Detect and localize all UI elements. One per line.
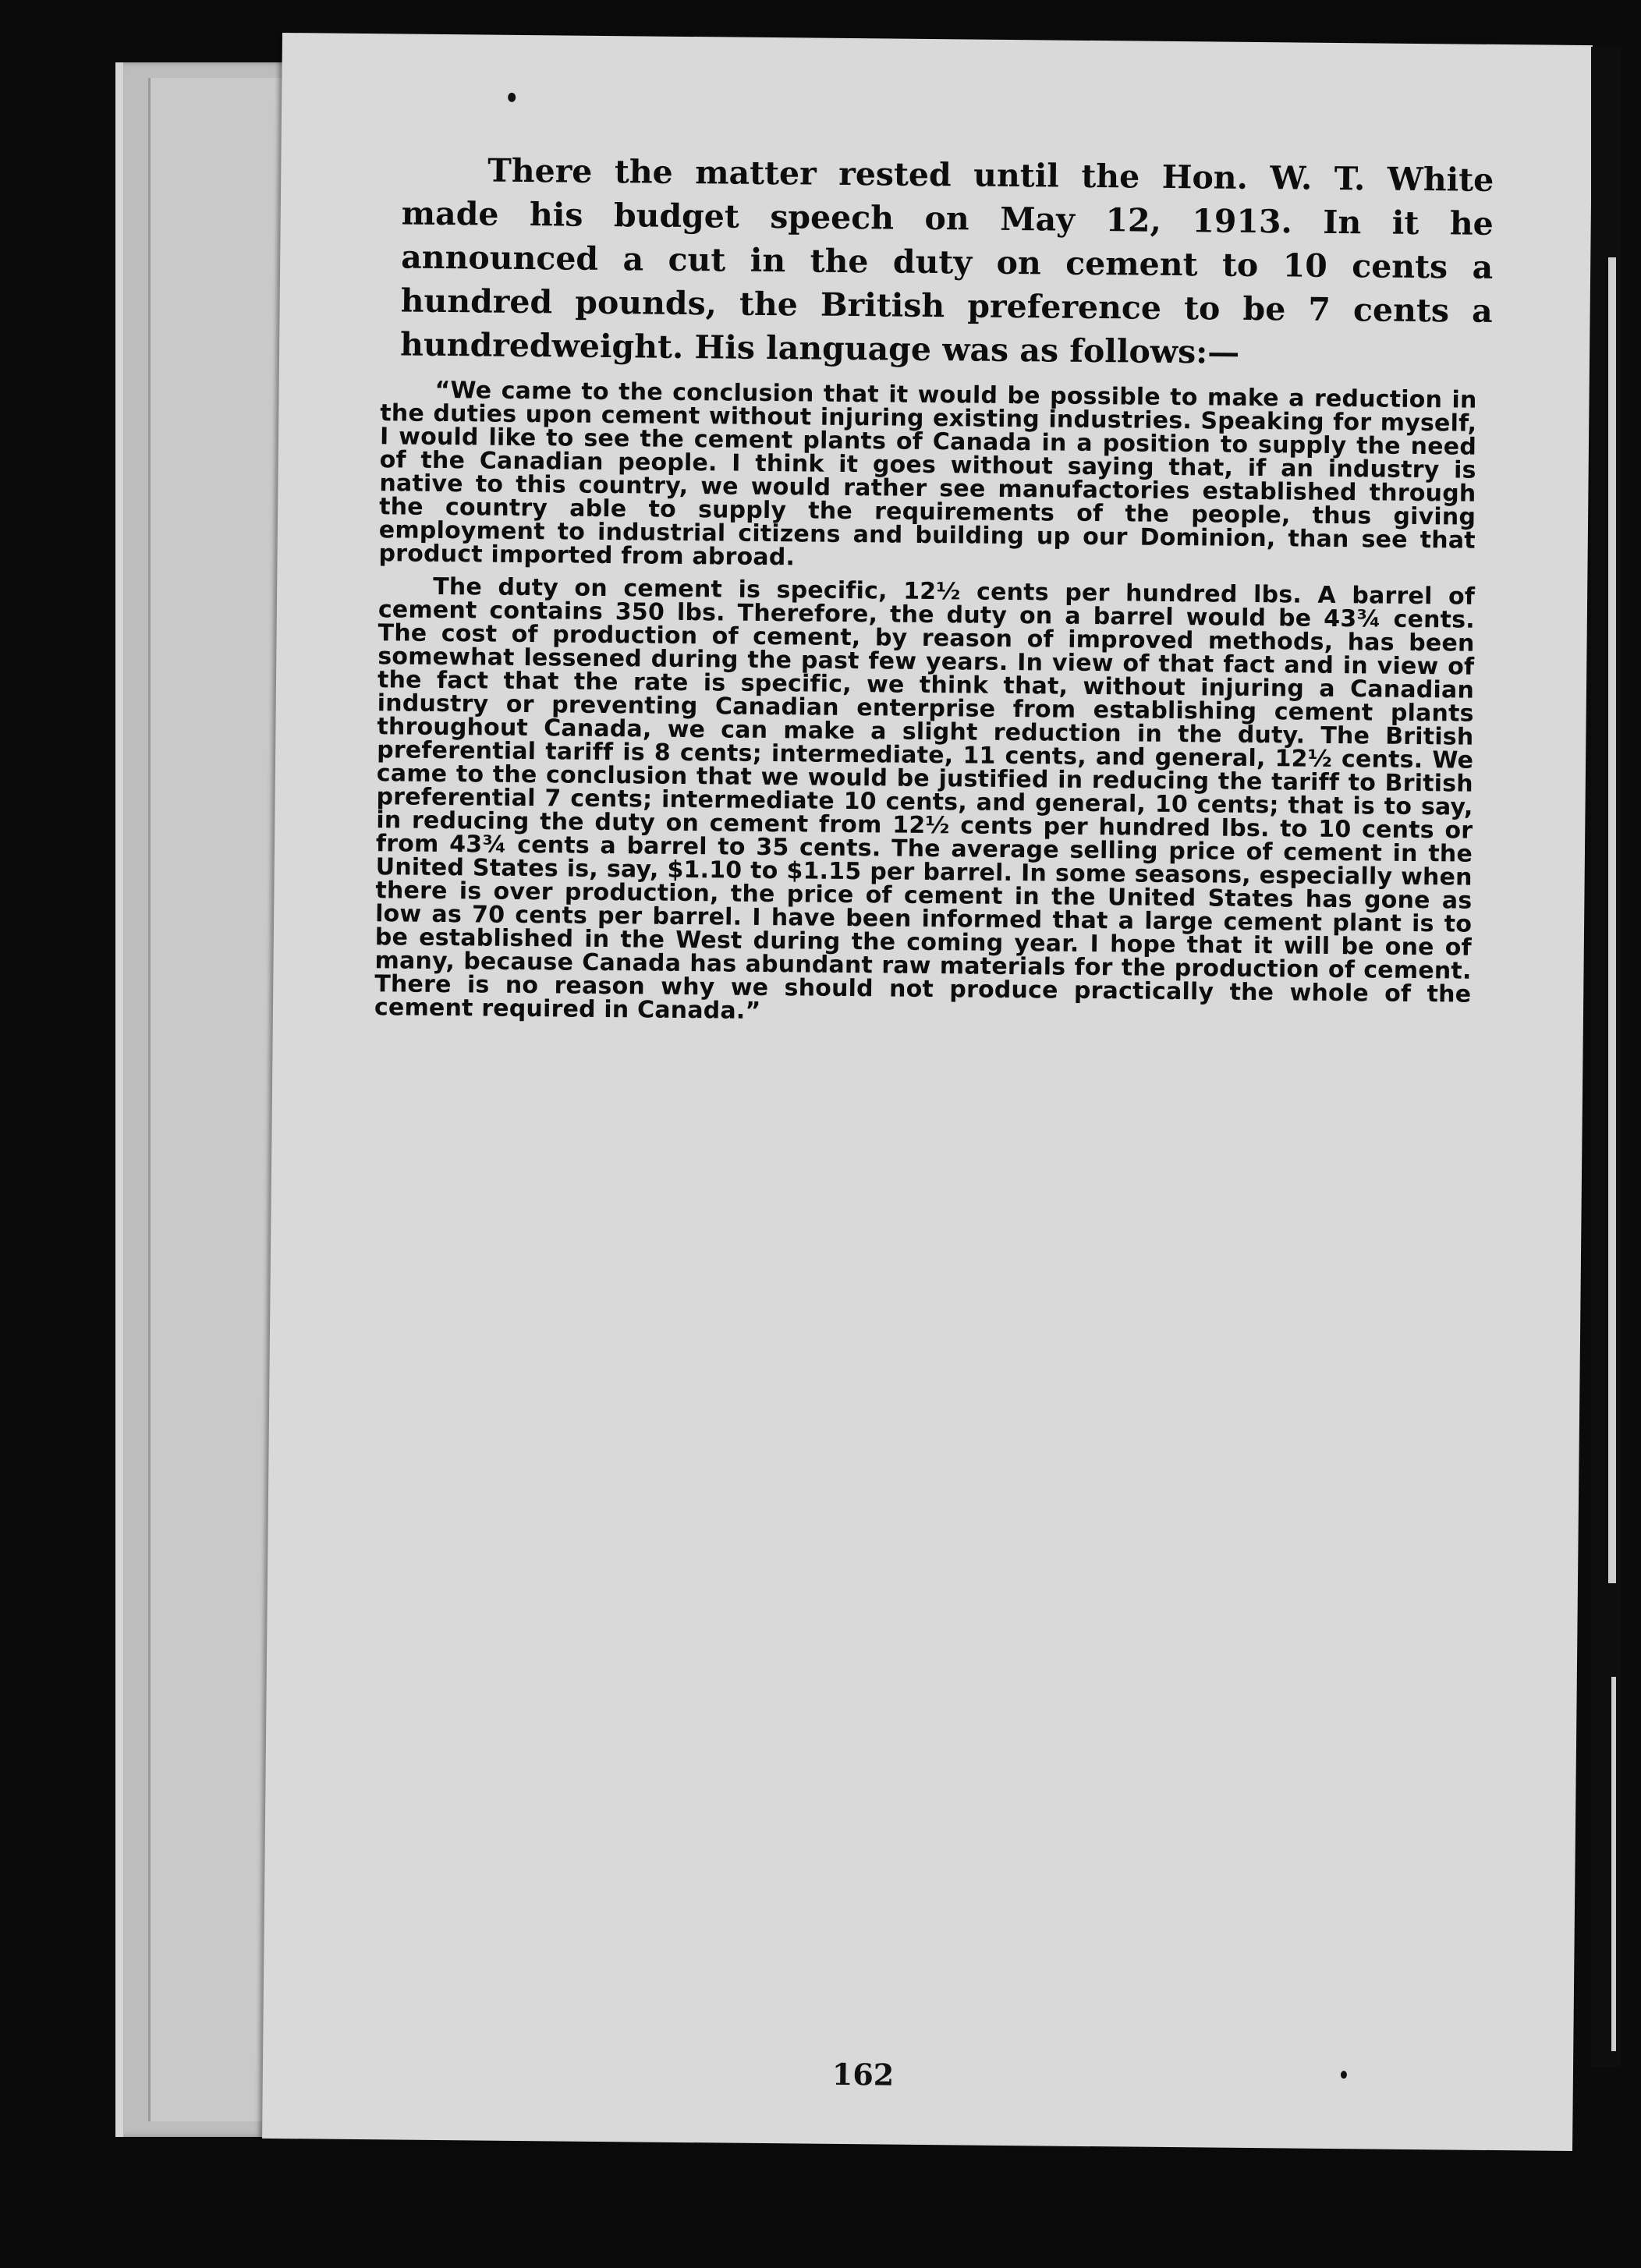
ink-speck — [1341, 2071, 1347, 2078]
facing-page-edge — [1608, 257, 1616, 1583]
binding-shadow — [1591, 47, 1621, 2067]
budget-speech-quote — [374, 378, 1477, 1039]
quote-paragraph: The duty on cement is specific, 12½ cents per hundred lbs. A barrel of cement contains 350 lbs. Therefore, the duty on a barrel would be 43¾ cents. The cost of production of cement, by reason of improved methods, has been somewhat lessened during the past few years. In view of that fact and in view of the fact that the rate is specific, we think that, without injuring a Canadian industry or preventing Canadian enterprise from establishing cement plants throughout Canada, we can make a slight reduction in the duty. The British preferential tariff is 8 cents; intermediate, 11 cents, and general, 12½ cents. We came to the conclusion that we would be justified in reducing the tariff to British preferential 7 cents; intermediate 10 cents, and general, 10 cents; that is to say, in reducing the duty on cement from 12½ cents per hundred lbs. to 10 cents or from 43¾ cents a barrel to 35 cents. The average selling price of cement in the United States is, say, $1.10 to $1.15 per barrel. In some seasons, especially when there is over production, the price of cement in the United States has gone as low as 70 cents per barrel. I have been informed that a large cement plant is to be established in the West during the coming year. I hope that it will be one of many, because Canada has abundant raw materials for the production of cement. There is no reason why we should not produce practically the whole of the cement required in Canada.” — [374, 572, 1476, 1025]
intro-paragraph: There the matter rested until the Hon. W. T. White made his budget speech on May 12, 1913. In it he announced a cut in the duty on cement to 10 cents a hundred pounds, the British preference to be 7 cents a hundredweight. His language was as follows:— — [399, 151, 1494, 371]
ink-speck — [508, 93, 516, 102]
facing-page-edge — [1611, 1677, 1616, 2051]
book-page — [262, 33, 1593, 2151]
page-number: 162 — [831, 2056, 895, 2093]
quote-paragraph: “We came to the conclusion that it would be possible to make a reduction in the duties upon cement without injuring existing industries. Speaking for myself, I would like to see the cement plants of Canada in a position to supply the need of the Canadian people. I think it goes without saying that, if an industry is native to this country, we would rather see manufactories established through the country able to supply the requirements of the people, thus giving employment to industrial citizens and building up our Dominion, than see that product imported from abroad. — [378, 376, 1477, 572]
